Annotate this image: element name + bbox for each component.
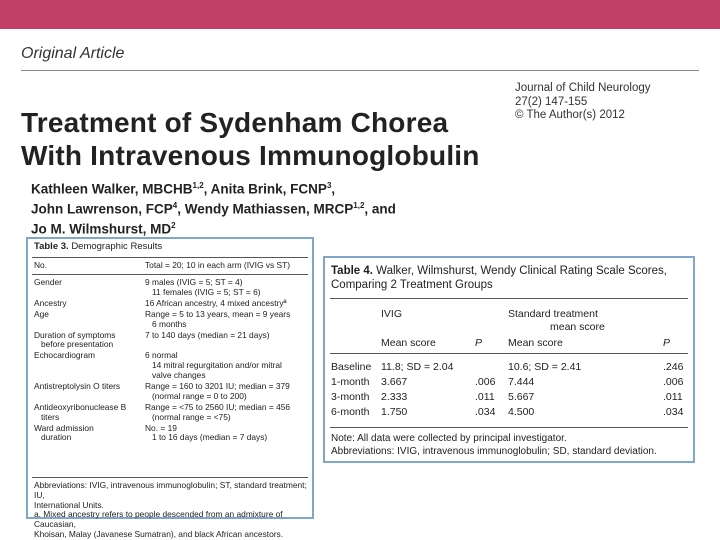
table-4-group-st-2: mean score — [550, 321, 605, 333]
table-4-label: Table 4. — [331, 265, 373, 277]
table-3-label-line: titers — [34, 411, 60, 422]
table-4-cell-p2: .034 — [663, 406, 684, 418]
table-3-row-value — [145, 351, 313, 380]
table-3-value-line: 6 normal — [145, 350, 178, 361]
article-title — [21, 106, 480, 172]
table-3-row-value — [145, 331, 313, 341]
table-4-group-st-1: Standard treatment — [508, 308, 598, 320]
table-3-label-line: Duration of symptoms — [34, 329, 116, 340]
table-4-cell-ivig: 11.8; SD = 2.04 — [381, 361, 454, 373]
table-4-cell-ivig: 3.667 — [381, 376, 408, 388]
table-3-value-line: Range = <75 to 2560 IU; median = 456 — [145, 401, 291, 412]
title-line-2: With Intravenous Immunoglobulin — [21, 140, 480, 171]
table-4-cell-st: 10.6; SD = 2.41 — [508, 361, 582, 373]
table-4-cell-st: 4.500 — [508, 406, 535, 418]
table-3-row-value — [145, 310, 313, 330]
table-3-label-line: Antideoxyribonuclease B — [34, 401, 127, 412]
table-3-value-line: 1 to 16 days (median = 7 days) — [145, 432, 268, 443]
table-4-cell-p1: .034 — [475, 406, 496, 418]
table-4-sub-mean-st: Mean score — [508, 337, 563, 349]
table-3-bottom-rule — [32, 477, 308, 478]
table-4-caption-text: Walker, Wilmshurst, Wendy Clinical Rating Scale Scores, — [376, 265, 667, 277]
table-3-footnote-block — [34, 481, 312, 540]
author-affiliation: 4 — [172, 201, 178, 210]
author-affiliation: 3 — [326, 181, 332, 190]
table-3-row-label — [34, 382, 136, 392]
table-3-value-line: Range = 5 to 13 years, mean = 9 years — [145, 308, 291, 319]
table-3-label-line: Gender — [34, 277, 62, 287]
author-line-3 — [31, 218, 396, 238]
table-4-cell-p1: .006 — [475, 376, 496, 388]
table-3-row-value — [145, 382, 313, 402]
table-3-row-label — [34, 278, 136, 288]
table-3-value-line: 7 to 140 days (median = 21 days) — [145, 329, 270, 340]
table-3-footnote-line: a. Mixed ancestry refers to people descended from an admixture of Caucasian, — [34, 509, 283, 530]
table-3-value-line: valve changes — [145, 369, 206, 380]
table-4-cell-ivig: 1.750 — [381, 406, 408, 418]
table-3-value-line: (normal range = <75) — [145, 411, 231, 422]
table-3-value-line: 14 mitral regurgitation and/or mitral — [145, 360, 282, 371]
table-3-row-label — [34, 310, 136, 320]
table-3-row-value — [145, 299, 313, 309]
table-4-group-ivig: IVIG — [381, 308, 403, 320]
table-4-top-rule — [330, 298, 688, 299]
table-4-note: Note: All data were collected by principal investigator. — [331, 433, 567, 444]
author-affiliation: 1,2 — [192, 181, 204, 190]
author-name: John Lawrenson, FCP — [31, 201, 173, 217]
table-3-col-total: Total = 20; 10 in each arm (IVIG vs ST) — [145, 260, 290, 270]
table-4-abbreviations: Abbreviations: IVIG, intravenous immunoglobulin; SD, standard deviation. — [331, 446, 657, 457]
author-affiliation: 1,2 — [353, 201, 365, 210]
table-3-row-label — [34, 351, 136, 361]
table-3-row-label — [34, 331, 136, 351]
article-type-label: Original Article — [21, 45, 125, 62]
author-name: , Wendy Mathiassen, MRCP — [177, 201, 354, 217]
table-4-cell-p2: .246 — [663, 361, 684, 373]
author-name: , Anita Brink, FCNP — [203, 181, 327, 197]
table-4-rating-scale — [323, 256, 695, 463]
author-name: Kathleen Walker, MBCHB — [31, 181, 193, 197]
table-4-sub-p-ivig: P — [475, 337, 483, 349]
table-4-cell-p1: .011 — [475, 391, 495, 403]
table-3-label-line: Ancestry — [34, 297, 67, 308]
table-3-demographic-results — [26, 237, 314, 539]
author-name: , and — [364, 201, 396, 217]
table-3-top-rule — [32, 257, 308, 258]
table-3-value-line: 16 African ancestry, 4 mixed ancestryª — [145, 297, 287, 308]
table-3-label-line: Age — [34, 308, 49, 319]
author-list — [31, 178, 396, 238]
table-3-label-line: Echocardiogram — [34, 350, 95, 361]
table-4-cell-label: 1-month — [331, 376, 370, 388]
table-4-cell-label: 6-month — [331, 406, 370, 418]
table-4-sub-p-st: P — [663, 337, 671, 349]
table-3-footnote-line: Khoisan, Malay (Javanese Sumatran), and black African ancestors. — [34, 528, 284, 539]
table-3-value-line: 11 females (IVIG = 5; ST = 6) — [145, 286, 261, 297]
table-3-label-line: Ward admission — [34, 422, 94, 433]
author-name: , — [331, 181, 336, 197]
table-3-label-line: before presentation — [34, 339, 114, 350]
table-4-cell-p2: .006 — [663, 376, 684, 388]
table-3-label-line: Antistreptolysin O titers — [34, 381, 121, 391]
table-3-row-value — [145, 424, 313, 444]
author-name: Jo M. Wilmshurst, MD — [31, 221, 172, 237]
table-4-bottom-rule — [330, 427, 688, 428]
author-line-1 — [31, 178, 396, 198]
table-3-value-line: (normal range = 0 to 200) — [145, 390, 247, 401]
table-4-cell-ivig: 2.333 — [381, 391, 408, 403]
table-4-cell-st: 7.444 — [508, 376, 535, 388]
table-4-header-rule — [330, 353, 688, 354]
author-affiliation: 2 — [171, 221, 176, 230]
table-4-sub-mean-ivig: Mean score — [381, 337, 436, 349]
journal-info — [515, 82, 651, 123]
author-line-2 — [31, 198, 396, 218]
table-3-row-value — [145, 278, 313, 298]
journal-issue: 27(2) 147-155 — [515, 95, 588, 108]
table-3-col-no: No. — [34, 260, 48, 270]
journal-name: Journal of Child Neurology — [515, 82, 651, 94]
table-4-cell-label: Baseline — [331, 361, 372, 373]
table-3-footnote-line: International Units. — [34, 499, 104, 510]
table-4-caption-line-2: Comparing 2 Treatment Groups — [331, 279, 493, 291]
table-3-title: Demographic Results — [71, 241, 163, 252]
table-3-row-label — [34, 299, 136, 309]
table-3-footnote-line: Abbreviations: IVIG, intravenous immunoglobulin; ST, standard treatment; IU, — [34, 480, 307, 500]
table-4-cell-st: 5.667 — [508, 391, 535, 403]
table-4-cell-p2: .011 — [663, 391, 683, 403]
table-3-label-line: duration — [34, 432, 72, 443]
table-3-row-label — [34, 403, 136, 423]
title-line-1: Treatment of Sydenham Chorea — [21, 107, 449, 138]
top-accent-bar — [0, 0, 720, 29]
table-3-value-line: 6 months — [145, 318, 187, 329]
table-3-value-line: Range = 160 to 3201 IU; median = 379 — [145, 381, 290, 391]
table-3-header-rule — [32, 274, 308, 275]
table-4-caption — [331, 264, 691, 292]
table-3-value-line: 9 males (IVIG = 5; ST = 4) — [145, 277, 243, 287]
table-3-label: Table 3. — [34, 241, 69, 252]
journal-copyright: © The Author(s) 2012 — [515, 109, 625, 121]
table-3-value-line: No. = 19 — [145, 422, 177, 433]
table-4-cell-label: 3-month — [331, 391, 370, 403]
table-3-row-value — [145, 403, 313, 423]
table-3-caption — [34, 242, 162, 252]
header-divider — [21, 70, 699, 71]
table-3-row-label — [34, 424, 136, 444]
